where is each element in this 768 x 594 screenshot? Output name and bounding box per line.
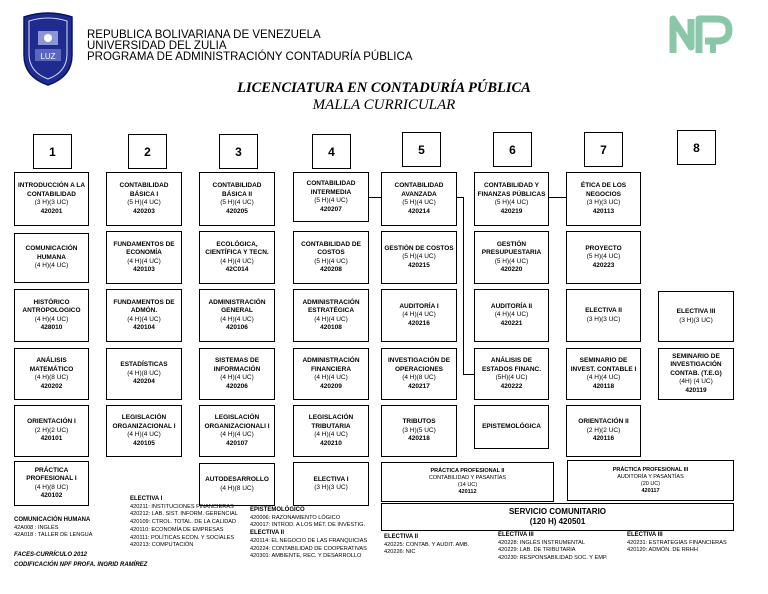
course-electiva-3: ELECTIVA III (3 H)(3 UC)	[658, 291, 734, 342]
course-administracion-general: ADMINISTRACIÓN GENERAL (4 H)(4 UC) 420106	[199, 289, 275, 342]
course-proyecto: PROYECTO (5 H)(4 UC) 420223	[566, 231, 641, 284]
prerequisite-connector	[463, 374, 474, 375]
note-electiva-1: ELECTIVA I 420211: INSTITUCIONES FINANCIERAS 420212: LAB. SIST. INFORM. GERENCIAL 420109: CTROL. TOTAL. DE LA CALIDAD 420110: ECONOMÍA DE EMPRESAS 420111: POLÍTICAS ECON. Y SOCIALES 420213: COMPUTACIÓN	[130, 496, 238, 549]
semester-4-header: 4	[312, 134, 351, 169]
course-epistemologica: EPISTEMOLÓGICA	[474, 405, 549, 449]
course-autodesarrollo: AUTODESARROLLO (4 H)(8 UC)	[199, 463, 275, 506]
course-electiva-1: ELECTIVA I (3 H)(3 UC)	[293, 462, 369, 506]
semester-5-header: 5	[402, 132, 441, 167]
course-etica-negocios: ÉTICA DE LOS NEGOCIOS (3 H)(3 UC) 420113	[566, 172, 641, 226]
semester-1-header: 1	[33, 134, 72, 169]
course-auditoria-2: AUDITORÍA II (4 H)(4 UC) 420221	[474, 289, 549, 342]
course-auditoria-1: AUDITORÍA I (4 H)(4 UC) 420216	[381, 289, 457, 342]
header-line-3: PROGRAMA DE ADMINISTRACIÓNY CONTADURÍA PÚBLICA	[87, 51, 413, 63]
semester-8-header: 8	[677, 130, 716, 165]
course-gestion-costos: GESTIÓN DE COSTOS (5 H)(4 UC) 420215	[381, 231, 457, 284]
header-line-1: REPUBLICA BOLIVARIANA DE VENEZUELA	[87, 29, 321, 41]
course-sistemas-informacion: SISTEMAS DE INFORMACIÓN (4 H)(4 UC) 420206	[199, 348, 275, 400]
course-estadisticas: ESTADÍSTICAS (4 H)(8 UC) 420204	[106, 348, 182, 400]
course-contabilidad-costos: CONTABILIDAD DE COSTOS (5 H)(4 UC) 420208	[293, 231, 369, 284]
npf-logo	[669, 13, 737, 57]
page-title: LICENCIATURA EN CONTADURÍA PÚBLICA	[237, 80, 531, 96]
servicio-comunitario: SERVICIO COMUNITARIO (120 H) 420501	[381, 503, 734, 531]
prerequisite-connector	[549, 197, 566, 198]
course-fundamentos-admon: FUNDAMENTOS DE ADMÓN. (4 H)(4 UC) 420104	[106, 289, 182, 342]
course-practica-profesional-1: PRÁCTICA PROFESIONAL I (4 H)(8 UC) 420102	[14, 461, 89, 506]
footer-curriculo: FACES-CURRÍCULO 2012	[14, 552, 88, 558]
note-epistemologico: EPISTEMOLÓGICO 420006: RAZONAMIENTO LÓGICO 420017: INTROD. A LOS MÉT. DE INVESTIG. ELECTIVA II 420114: EL NEGOCIO DE LAS FRANQUICIAS 420224: CONTABILIDAD DE COOPERATIVAS 420301: AMBIENTE, REC. Y DESARROLLO	[250, 507, 368, 560]
page-subtitle: MALLA CURRICULAR	[312, 97, 456, 113]
semester-2-header: 2	[128, 134, 167, 169]
course-seminario-invest-contable: SEMINARIO DE INVEST. CONTABLE I (4 H)(4 UC) 420118	[566, 348, 641, 400]
course-comunicacion-humana: COMUNICACIÓN HUMANA (4 H)(4 UC)	[14, 233, 89, 283]
course-electiva-2: ELECTIVA II (3 H)(3 UC)	[566, 289, 641, 342]
note-electiva-2: ELECTIVA II 420225: CONTAB. Y AUDIT. AMB. 420226: NIC	[384, 534, 470, 556]
course-legislacion-organizacional-1: LEGISLACIÓN ORGANIZACIONAL I (4 H)(4 UC) 420105	[106, 405, 182, 457]
course-administracion-estrategica: ADMINISTRACIÓN ESTRATÉGICA (4 H)(4 UC) 420108	[293, 289, 369, 342]
course-investigacion-operaciones: INVESTIGACIÓN DE OPERACIONES (4 H)(8 UC) 420217	[381, 348, 457, 400]
course-introduccion-contabilidad: INTRODUCCIÓN A LA CONTABILIDAD (3 H)(3 UC) 420201	[14, 172, 89, 226]
course-fundamentos-economia: FUNDAMENTOS DE ECONOMÍA (4 H)(4 UC) 420103	[106, 231, 182, 284]
course-contabilidad-intermedia: CONTABILIDAD INTERMEDIA (5 H)(4 UC) 420207	[293, 172, 369, 222]
course-gestion-presupuestaria: GESTIÓN PRESUPUESTARIA (5 H)(4 UC) 420220	[474, 231, 549, 284]
svg-text:LUZ: LUZ	[40, 52, 56, 61]
course-practica-profesional-2: PRÁCTICA PROFESIONAL II CONTABILIDAD Y PASANTÍAS (14 UC) 420112	[381, 462, 554, 502]
course-practica-profesional-3: PRÁCTICA PROFESIONAL III AUDITORÍA Y PASANTÍAS (20 UC) 420117	[567, 460, 734, 501]
course-contabilidad-avanzada: CONTABILIDAD AVANZADA (5 H)(4 UC) 420214	[381, 172, 457, 226]
header-line-2: UNIVERSIDAD DEL ZULIA	[87, 40, 227, 52]
course-ecologica-cientifica: ECOLÓGICA, CIENTÍFICA Y TECN. (4 H)(4 UC) 42C014	[199, 231, 275, 284]
course-analisis-matematico: ANÁLISIS MATEMÁTICO (4 H)(8 UC) 420202	[14, 348, 89, 400]
course-orientacion-1: ORIENTACIÓN I (2 H)(2 UC) 420101	[14, 405, 89, 457]
course-contabilidad-finanzas-publicas: CONTABILIDAD Y FINANZAS PÚBLICAS (5 H)(4 UC) 420219	[474, 172, 549, 226]
note-comunicacion-humana: COMUNICACIÓN HUMANA 42A008 : INGLÉS 42A018 : TALLER DE LENGUA	[14, 517, 93, 539]
prerequisite-connector	[463, 197, 464, 374]
course-orientacion-2: ORIENTACIÓN II (2 H)(2 UC) 420116	[566, 405, 641, 457]
course-legislacion-tributaria: LEGISLACIÓN TRIBUTARIA (4 H)(4 UC) 420210	[293, 405, 369, 457]
course-contabilidad-basica-1: CONTABILIDAD BÁSICA I (5 H)(4 UC) 420203	[106, 172, 182, 226]
course-tributos: TRIBUTOS (3 H)(5 UC) 420218	[381, 405, 457, 457]
semester-3-header: 3	[219, 134, 258, 169]
course-administracion-financiera: ADMINISTRACIÓN FINANCIERA (4 H)(4 UC) 420209	[293, 348, 369, 400]
university-seal	[20, 11, 76, 87]
semester-7-header: 7	[584, 132, 623, 167]
note-electiva-3b: ELECTIVA III 420231: ESTRATEGIAS FINANCIERAS 420120: ADMÓN. DE RRHH	[627, 532, 727, 554]
footer-codificacion: CODIFICACIÓN NPF PROFA. INGRID RAMÍREZ	[14, 562, 148, 568]
course-legislacion-organizacional-2: LEGISLACIÓN ORGANIZACIONALI I (4 H)(4 UC) 420107	[199, 405, 275, 457]
prerequisite-connector	[369, 197, 381, 198]
course-analisis-estados-financ: ANÁLISIS DE ESTADOS FINANC. (5H)(4 UC) 420222	[474, 348, 549, 400]
course-seminario-investigacion-contab: SEMINARIO DE INVESTIGACIÓN CONTAB. (T.E.G) (4H) (4 UC) 420119	[658, 348, 734, 400]
note-electiva-3a: ELECTIVA III 420228: INGLÉS INSTRUMENTAL 420229: LAB. DE TRIBUTARIA 420230: RESPONSABILIDAD SOC. Y EMP.	[498, 532, 608, 562]
semester-6-header: 6	[493, 132, 532, 167]
course-historico-antropologico: HISTÓRICO ANTROPOLOGICO (4 H)(4 UC) 428010	[14, 289, 89, 342]
course-contabilidad-basica-2: CONTABILIDAD BÁSICA II (5 H)(4 UC) 420205	[199, 172, 275, 226]
